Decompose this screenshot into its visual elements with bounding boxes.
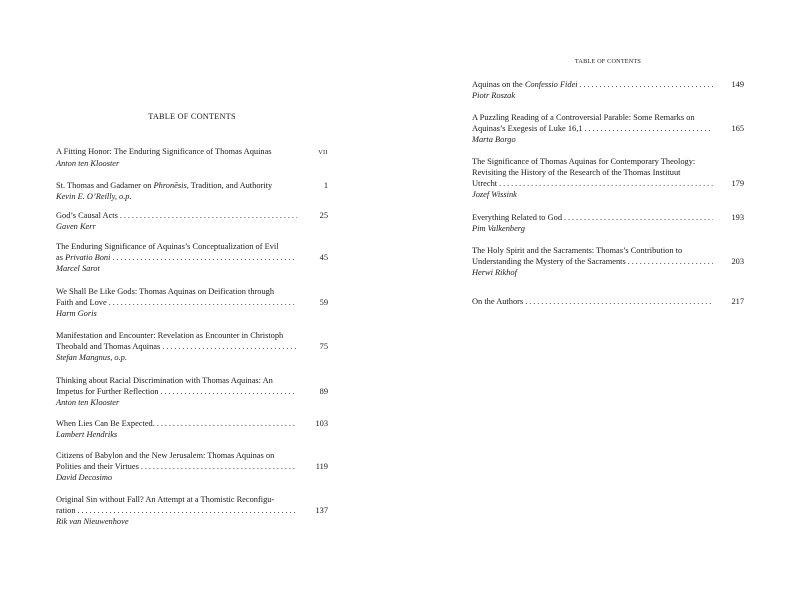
entry-author: Herwi Rikhof — [472, 268, 517, 277]
entry-title: Everything Related to God — [472, 213, 563, 222]
dot-leader — [141, 461, 297, 472]
page-number: 179 — [731, 179, 744, 188]
entry-title: We Shall Be Like Gods: Thomas Aquinas on Deification through — [56, 287, 275, 296]
toc-entry[interactable] — [56, 418, 328, 440]
page-number: 165 — [731, 124, 744, 133]
entry-title: A Fitting Honor: The Enduring Significance of Thomas Aquinas — [56, 147, 272, 156]
entry-title: A Puzzling Reading of a Controversial Parable: Some Remarks on — [472, 113, 695, 122]
page-number: 193 — [731, 213, 744, 222]
entry-author: David Decosimo — [56, 473, 113, 482]
entry-title-cont: Theobald and Thomas Aquinas — [56, 342, 161, 351]
entry-title-cont: Understanding the Mystery of the Sacraments — [472, 257, 626, 266]
toc-entry[interactable] — [472, 79, 744, 101]
entry-title: When Lies Can Be Expected. — [56, 419, 155, 428]
page-number: 217 — [731, 297, 744, 306]
dot-leader — [585, 123, 714, 134]
entry-author: Jozef Wissink — [472, 190, 517, 199]
entry-title-cont: Revisiting the History of the Research of the Thomas Instituut — [472, 168, 681, 177]
toc-entry[interactable] — [56, 180, 328, 202]
entry-title-cont: Faith and Love — [56, 298, 107, 307]
toc-entry[interactable] — [56, 146, 328, 169]
entry-author: Gaven Kerr — [56, 222, 96, 231]
entry-title-cont: Utrecht — [472, 179, 498, 188]
entry-title-cont: Polities and their Virtues — [56, 462, 139, 471]
page-number: 137 — [315, 506, 328, 515]
entry-title: On the Authors — [472, 297, 524, 306]
dot-leader — [499, 178, 713, 189]
entry-title: Citizens of Babylon and the New Jerusalem: Thomas Aquinas on — [56, 451, 275, 460]
entry-author: Anton ten Klooster — [56, 159, 120, 168]
entry-author: Kevin E. O’Reilly, o.p. — [56, 192, 132, 201]
dot-leader — [109, 297, 297, 308]
entry-title: God’s Causal Acts — [56, 211, 118, 220]
entry-title-cont: ration — [56, 506, 76, 515]
entry-title-cont: Impetus for Further Reflection — [56, 387, 159, 396]
toc-entry[interactable] — [56, 241, 328, 274]
entry-title: The Enduring Significance of Aquinas’s Conceptualization of Evil — [56, 242, 279, 251]
page-number: 149 — [731, 80, 744, 89]
entry-title: St. Thomas and Gadamer on Phronēsis, Tradition, and Authority — [56, 181, 273, 190]
entry-title: Aquinas on the Confessio Fidei — [472, 80, 578, 89]
toc-entry[interactable] — [472, 296, 744, 307]
entry-author: Marcel Sarot — [56, 264, 100, 273]
entry-author: Stefan Mangnus, o.p. — [56, 353, 127, 362]
entry-title-cont: as Privatio Boni — [56, 253, 111, 262]
toc-entry[interactable] — [56, 494, 328, 527]
entry-title-cont: Aquinas’s Exegesis of Luke 16,1 — [472, 124, 583, 133]
page-number: 203 — [731, 257, 744, 266]
page-number: 119 — [315, 462, 328, 471]
right-page — [400, 0, 800, 599]
toc-entry[interactable] — [56, 330, 328, 363]
running-head: TABLE OF CONTENTS — [574, 58, 642, 65]
page-number: 75 — [319, 342, 328, 351]
entry-title: Thinking about Racial Discrimination with Thomas Aquinas: An — [56, 376, 273, 385]
dot-leader — [112, 252, 297, 263]
toc-entry[interactable] — [56, 210, 328, 232]
toc-entry[interactable] — [472, 112, 744, 145]
dot-leader — [564, 212, 713, 223]
entry-title: The Holy Spirit and the Sacraments: Thomas’s Contribution to — [472, 246, 683, 255]
page-number: 1 — [323, 181, 328, 190]
entry-author: Marta Borgo — [472, 135, 516, 144]
entry-author: Pim Valkenberg — [472, 224, 525, 233]
page-number: VII — [318, 149, 328, 156]
page-title: TABLE OF CONTENTS — [148, 112, 236, 121]
toc-entry[interactable] — [56, 375, 328, 408]
page-number: 103 — [315, 419, 328, 428]
toc-entry[interactable] — [56, 450, 328, 483]
page-number: 59 — [319, 298, 328, 307]
toc-entry[interactable] — [472, 212, 744, 234]
entry-title: The Significance of Thomas Aquinas for Contemporary Theology: — [472, 157, 696, 166]
toc-entry[interactable] — [56, 286, 328, 319]
dot-leader — [157, 418, 297, 429]
dot-leader — [525, 296, 713, 307]
toc-entry[interactable] — [472, 156, 744, 200]
entry-title: Manifestation and Encounter: Revelation as Encounter in Christoph — [56, 331, 284, 340]
dot-leader — [580, 79, 713, 90]
page-number: 25 — [319, 211, 328, 220]
entry-author: Lambert Hendriks — [56, 430, 118, 439]
dot-leader — [120, 210, 297, 221]
entry-author: Anton ten Klooster — [56, 398, 120, 407]
dot-leader — [162, 341, 297, 352]
toc-entry[interactable] — [472, 245, 744, 278]
page-number: 89 — [319, 387, 328, 396]
dot-leader — [628, 256, 713, 267]
page-number: 45 — [319, 253, 328, 262]
entry-author: Piotr Roszak — [472, 91, 516, 100]
dot-leader — [78, 505, 297, 516]
entry-author: Harm Goris — [56, 309, 97, 318]
dot-leader — [161, 386, 297, 397]
entry-title: Original Sin without Fall? An Attempt at a Thomistic Reconfigu- — [56, 495, 275, 504]
entry-author: Rik van Nieuwenhove — [56, 517, 129, 526]
